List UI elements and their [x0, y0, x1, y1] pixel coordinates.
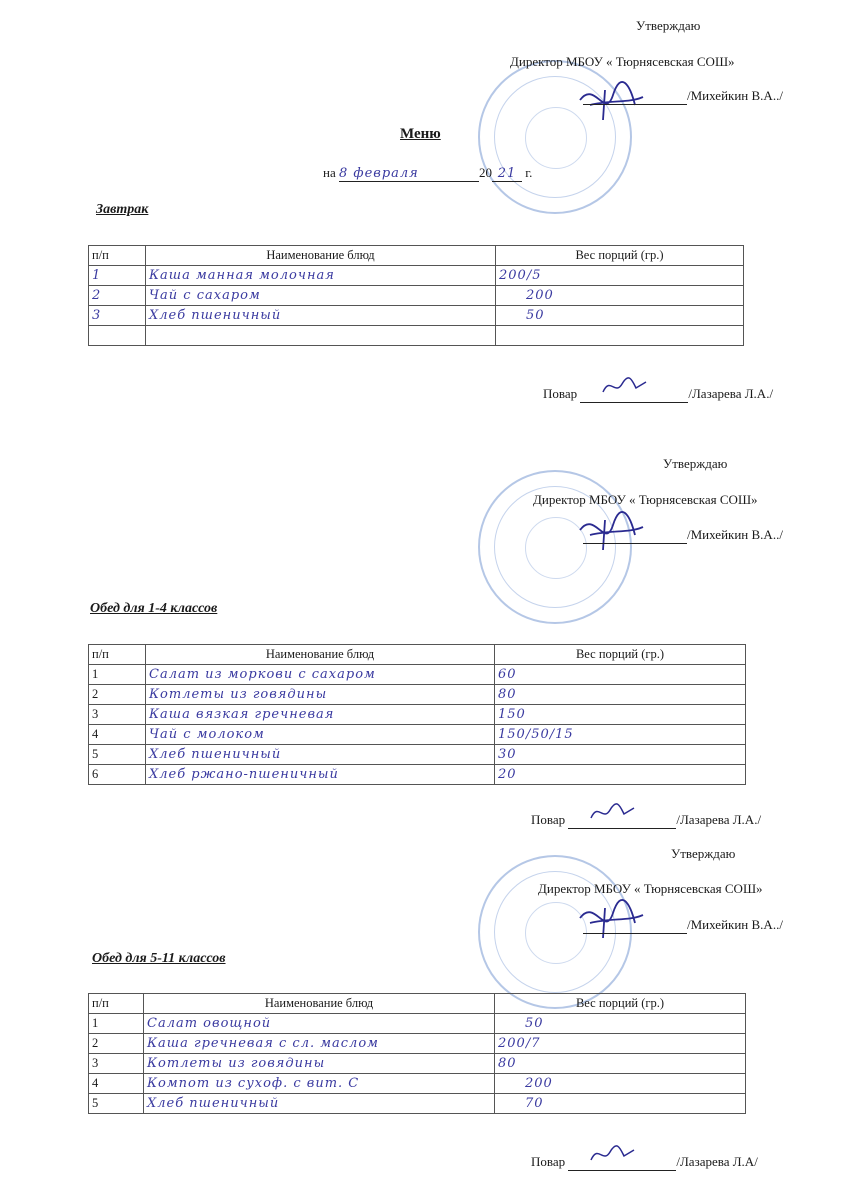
director-title: Директор МБОУ « Тюрнясевская СОШ» [533, 492, 758, 507]
table-row [89, 266, 744, 286]
cook-name: /Лазарева Л.А./ [676, 812, 762, 827]
date-value: 8 февраля [339, 166, 479, 182]
menu-date [323, 165, 532, 182]
cook-label: Повар [543, 386, 578, 401]
row-num: 5 [89, 745, 146, 765]
table-row [89, 745, 746, 765]
year-prefix: 20 [478, 165, 492, 180]
approval-label: Утверждаю [671, 846, 736, 861]
row-num [89, 326, 146, 346]
column-header-num: п/п [89, 994, 144, 1014]
cook-name: /Лазарева Л.А./ [688, 386, 774, 401]
director-signature-line [583, 88, 783, 105]
lunch-5-11-title: Обед для 5-11 классов [92, 951, 226, 966]
dish-weight: 50 [495, 1014, 746, 1034]
cook-signature-line [531, 812, 761, 829]
cook-signature-line [543, 386, 773, 403]
date-prefix: на [323, 165, 336, 180]
row-num: 2 [89, 286, 146, 306]
dish-name: Хлеб пшеничный [146, 745, 495, 765]
table-row [89, 326, 744, 346]
row-num: 3 [89, 306, 146, 326]
column-header-name: Наименование блюд [146, 246, 496, 266]
row-num: 3 [89, 1054, 144, 1074]
dish-weight: 70 [495, 1094, 746, 1114]
lunch-5-11-table [88, 993, 746, 1114]
cook-label: Повар [531, 1154, 566, 1169]
row-num: 4 [89, 1074, 144, 1094]
dish-weight: 150 [495, 705, 746, 725]
row-num: 4 [89, 725, 146, 745]
column-header-num: п/п [89, 246, 146, 266]
dish-name: Каша манная молочная [146, 266, 496, 286]
dish-weight: 200/7 [495, 1034, 746, 1054]
director-name: /Михейкин В.А../ [687, 88, 783, 103]
column-header-name: Наименование блюд [146, 645, 495, 665]
column-header-weight: Вес порций (гр.) [496, 246, 744, 266]
table-row [89, 286, 744, 306]
dish-name: Хлеб ржано-пшеничный [146, 765, 495, 785]
dish-name [146, 326, 496, 346]
director-signature-line [583, 917, 783, 934]
row-num: 6 [89, 765, 146, 785]
dish-name: Чай с молоком [146, 725, 495, 745]
dish-name: Каша гречневая с сл. маслом [144, 1034, 495, 1054]
dish-name: Каша вязкая гречневая [146, 705, 495, 725]
dish-weight: 200 [496, 286, 744, 306]
lunch-1-4-table [88, 644, 746, 785]
table-row [89, 1054, 746, 1074]
dish-name: Котлеты из говядины [144, 1054, 495, 1074]
dish-weight: 200 [495, 1074, 746, 1094]
approval-label: Утверждаю [663, 456, 728, 471]
lunch-1-4-title: Обед для 1-4 классов [90, 601, 218, 616]
row-num: 2 [89, 685, 146, 705]
dish-name: Хлеб пшеничный [146, 306, 496, 326]
table-row [89, 1034, 746, 1054]
dish-weight: 80 [495, 1054, 746, 1074]
dish-name: Салат овощной [144, 1014, 495, 1034]
cook-signature [600, 374, 650, 398]
table-row [89, 1074, 746, 1094]
row-num: 5 [89, 1094, 144, 1114]
director-name: /Михейкин В.А../ [687, 917, 783, 932]
column-header-weight: Вес порций (гр.) [495, 994, 746, 1014]
year-suffix: г. [525, 165, 533, 180]
dish-weight: 200/5 [496, 266, 744, 286]
table-row [89, 685, 746, 705]
table-header-row [89, 994, 746, 1014]
dish-weight: 30 [495, 745, 746, 765]
cook-signature-line [531, 1154, 758, 1171]
table-row [89, 665, 746, 685]
year-value: 21 [492, 166, 522, 182]
dish-name: Компот из сухоф. с вит. С [144, 1074, 495, 1094]
cook-signature [588, 800, 638, 824]
dish-weight: 150/50/15 [495, 725, 746, 745]
row-num: 3 [89, 705, 146, 725]
approval-label: Утверждаю [636, 18, 701, 33]
dish-name: Котлеты из говядины [146, 685, 495, 705]
cook-label: Повар [531, 812, 566, 827]
breakfast-table [88, 245, 744, 346]
page-title: Меню [400, 126, 441, 142]
table-row [89, 1014, 746, 1034]
column-header-weight: Вес порций (гр.) [495, 645, 746, 665]
table-row [89, 306, 744, 326]
director-title: Директор МБОУ « Тюрнясевская СОШ» [538, 881, 763, 896]
dish-name: Чай с сахаром [146, 286, 496, 306]
director-signature-line [583, 527, 783, 544]
table-header-row [89, 246, 744, 266]
row-num: 1 [89, 266, 146, 286]
dish-weight: 60 [495, 665, 746, 685]
column-header-num: п/п [89, 645, 146, 665]
row-num: 1 [89, 665, 146, 685]
table-row [89, 725, 746, 745]
dish-weight: 50 [496, 306, 744, 326]
table-row [89, 705, 746, 725]
dish-name: Хлеб пшеничный [144, 1094, 495, 1114]
cook-signature [588, 1142, 638, 1166]
row-num: 1 [89, 1014, 144, 1034]
column-header-name: Наименование блюд [144, 994, 495, 1014]
table-row [89, 1094, 746, 1114]
row-num: 2 [89, 1034, 144, 1054]
cook-name: /Лазарева Л.А/ [676, 1154, 758, 1169]
table-header-row [89, 645, 746, 665]
dish-name: Салат из моркови с сахаром [146, 665, 495, 685]
dish-weight: 80 [495, 685, 746, 705]
breakfast-title: Завтрак [96, 202, 149, 217]
dish-weight [496, 326, 744, 346]
dish-weight: 20 [495, 765, 746, 785]
director-title: Директор МБОУ « Тюрнясевская СОШ» [510, 54, 735, 69]
table-row [89, 765, 746, 785]
director-name: /Михейкин В.А../ [687, 527, 783, 542]
